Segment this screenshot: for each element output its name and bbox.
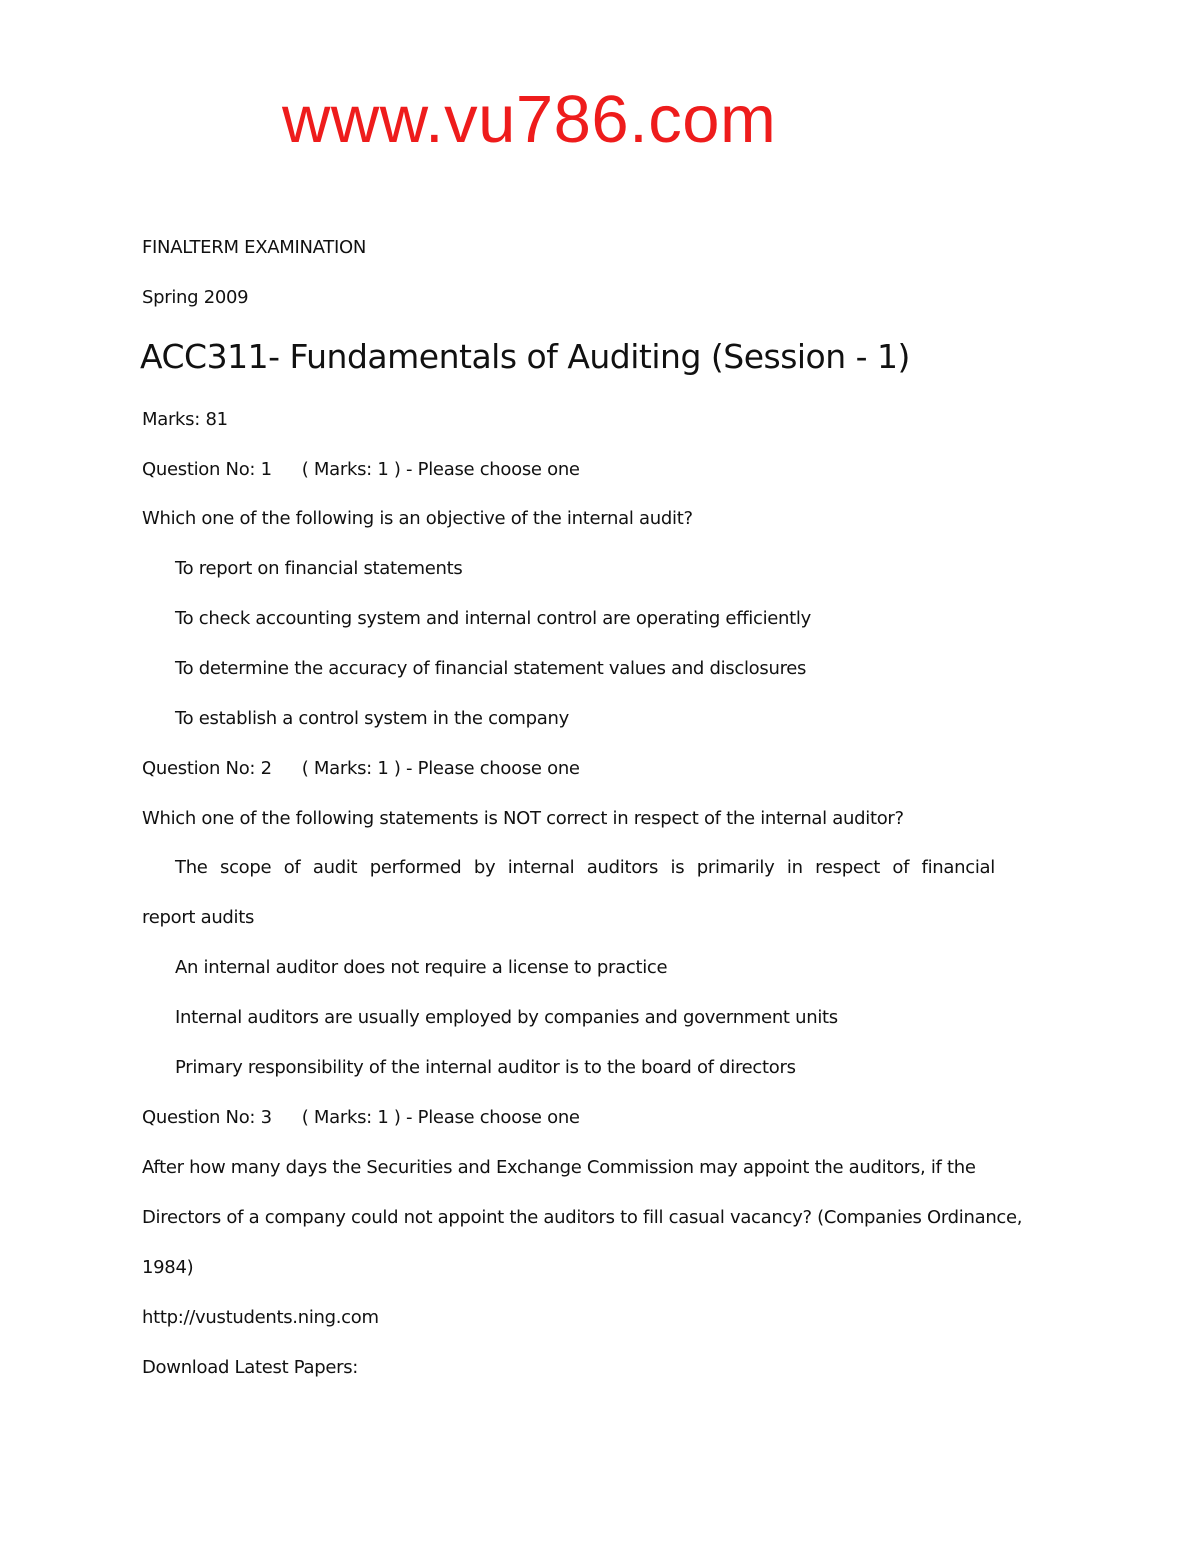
- watermark-url[interactable]: www.vu786.com: [282, 82, 777, 157]
- question-header: [142, 757, 580, 781]
- answer-option[interactable]: To report on financial statements: [175, 558, 463, 579]
- question-header: [142, 458, 580, 482]
- answer-option[interactable]: To establish a control system in the company: [175, 708, 569, 729]
- page-title: ACC311- Fundamentals of Auditing (Session - 1): [140, 337, 910, 376]
- question-text-line: Directors of a company could not appoint the auditors to fill casual vacancy? (Companies Ordinance,: [142, 1207, 1023, 1228]
- total-marks: Marks: 81: [142, 409, 228, 430]
- question-text-line: After how many days the Securities and Exchange Commission may appoint the auditors, if the: [142, 1157, 976, 1178]
- footer-download-text: Download Latest Papers:: [142, 1357, 359, 1378]
- answer-option[interactable]: To check accounting system and internal control are operating efficiently: [175, 608, 811, 629]
- answer-option[interactable]: Primary responsibility of the internal auditor is to the board of directors: [175, 1057, 796, 1078]
- answer-option-continuation[interactable]: report audits: [142, 907, 255, 928]
- question-text-line: 1984): [142, 1257, 194, 1278]
- answer-option[interactable]: The scope of audit performed by internal auditors is primarily in respect of financial: [175, 857, 995, 878]
- answer-option[interactable]: An internal auditor does not require a license to practice: [175, 957, 668, 978]
- question-meta: ( Marks: 1 ) - Please choose one: [301, 758, 580, 779]
- answer-option[interactable]: To determine the accuracy of financial statement values and disclosures: [175, 658, 807, 679]
- exam-type: FINALTERM EXAMINATION: [142, 237, 366, 258]
- question-text: Which one of the following statements is NOT correct in respect of the internal auditor?: [142, 808, 904, 829]
- question-number: Question No: 3: [142, 1107, 272, 1128]
- exam-term: Spring 2009: [142, 287, 249, 308]
- question-number: Question No: 1: [142, 459, 272, 480]
- question-meta: ( Marks: 1 ) - Please choose one: [301, 1107, 580, 1128]
- question-header: [142, 1106, 580, 1130]
- answer-option[interactable]: Internal auditors are usually employed by companies and government units: [175, 1007, 838, 1028]
- question-text: Which one of the following is an objective of the internal audit?: [142, 508, 693, 529]
- footer-url[interactable]: http://vustudents.ning.com: [142, 1307, 379, 1328]
- question-meta: ( Marks: 1 ) - Please choose one: [301, 459, 580, 480]
- question-number: Question No: 2: [142, 758, 272, 779]
